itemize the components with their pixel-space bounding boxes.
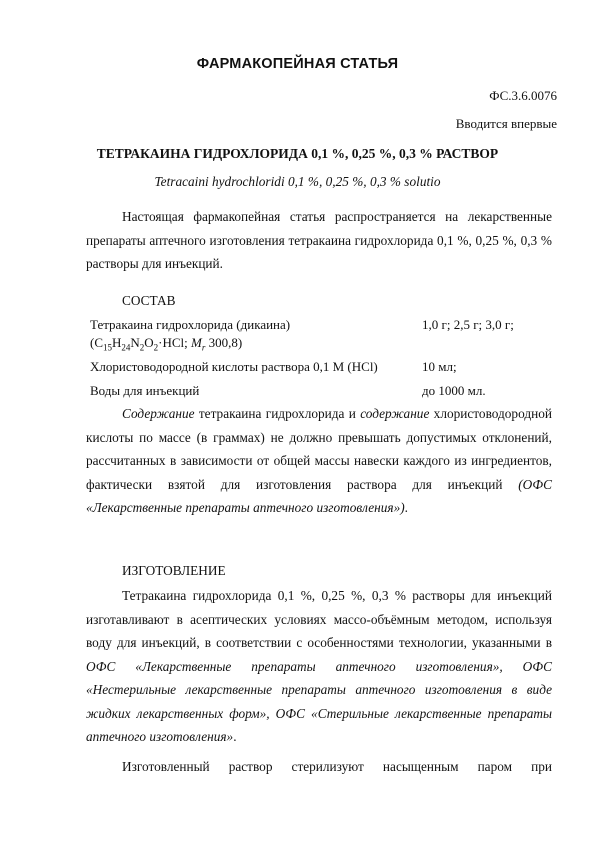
- document-title: ФАРМАКОПЕЙНАЯ СТАТЬЯ: [196, 56, 399, 72]
- ofs-reference: (ОФС «Лекарственные препараты аптечного изготовления»): [86, 476, 552, 515]
- manufacture-heading: ИЗГОТОВЛЕНИЕ: [122, 563, 226, 578]
- composition-heading: СОСТАВ: [122, 293, 176, 308]
- intro-text: Настоящая фармакопейная статья распространяется на лекарственные препараты аптечного изготовления тетракаина гидрохлорида 0,1 %, 0,25 %, 0,3 % растворы для инъекций.: [86, 209, 552, 271]
- composition-quantity: 1,0 г; 2,5 г; 3,0 г;: [422, 317, 514, 332]
- drug-latin-title: Tetracaini hydrochloridi 0,1 %, 0,25 %, 0,3 % solutio: [154, 174, 441, 189]
- sterilization-text: Изготовленный раствор стерилизуют насыщенным паром при: [122, 759, 552, 774]
- composition-table: [90, 316, 552, 400]
- drug-title: ТЕТРАКАИНА ГИДРОХЛОРИДА 0,1 %, 0,25 %, 0,3 % РАСТВОР: [96, 146, 499, 161]
- ofs-references: ОФС «Лекарственные препараты аптечного изготовления», ОФС «Нестерильные лекарственные препараты аптечного изготовления в виде жидких лекарственных форм», ОФС «Стерильные лекарственные препараты аптечного изготовления»: [86, 658, 552, 744]
- content-paragraph: Содержание тетракаина гидрохлорида и содержание хлористоводородной кислоты по массе (в граммах) не должно превышать допустимых отклонений, рассчитанных в зависимости от общей массы навески каждого из ингредиентов, фактически взятой для изготовления раствора для инъекций (ОФС «Лекарственные препараты аптечного изготовления»).: [86, 406, 552, 515]
- introduced-note: Вводится впервые: [455, 116, 557, 131]
- intro-paragraph: [86, 205, 552, 276]
- composition-row: [90, 316, 552, 352]
- composition-ingredient: Хлористоводородной кислоты раствора 0,1 М (HCl): [90, 359, 378, 374]
- composition-ingredient: Тетракаина гидрохлорида (дикаина) ($C_{15}H_{24}N_2O_2\cdot HCl$; $M_r$ 300,8): [90, 317, 291, 353]
- article-code: ФС.3.6.0076: [489, 88, 557, 103]
- sterilization-paragraph: [86, 755, 552, 779]
- composition-quantity: 10 мл;: [422, 359, 457, 374]
- composition-row: [90, 358, 552, 376]
- chemical-formula: ($C_{15}H_{24}N_2O_2\cdot HCl$; $M_r$ 300,8): [90, 335, 243, 353]
- composition-quantity: до 1000 мл.: [422, 383, 486, 398]
- composition-ingredient: Воды для инъекций: [90, 383, 200, 398]
- composition-row: [90, 382, 552, 400]
- manufacture-paragraph: Тетракаина гидрохлорида 0,1 %, 0,25 %, 0,3 % растворы для инъекций изготавливают в асептических условиях массо-объёмным методом, используя воду для инъекций, в соответствии с особенностями технологии, указанными в ОФС «Лекарственные препараты аптечного изготовления», ОФС «Нестерильные лекарственные препараты аптечного изготовления в виде жидких лекарственных форм», ОФС «Стерильные лекарственные препараты аптечного изготовления».: [86, 588, 552, 744]
